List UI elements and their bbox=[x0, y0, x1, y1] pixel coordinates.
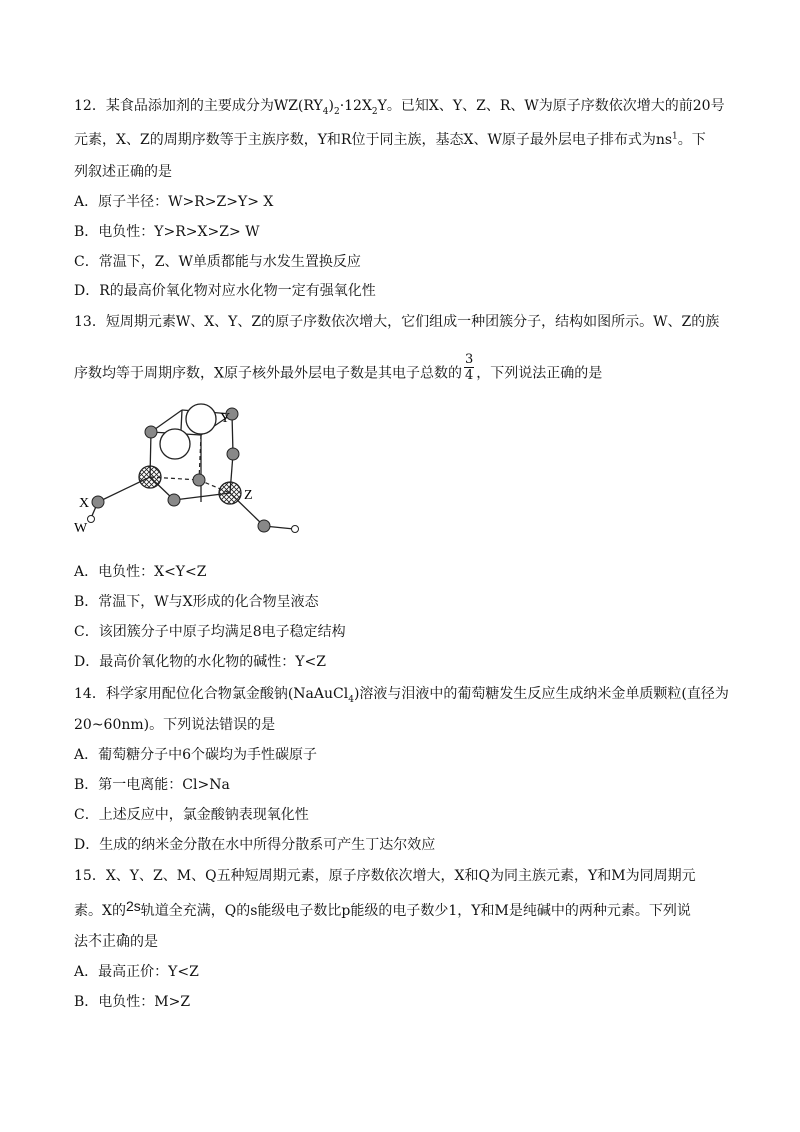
q12-line2 bbox=[74, 130, 706, 150]
y-atom bbox=[160, 429, 190, 459]
q13-option-a: A．电负性：X<Y<Z bbox=[74, 564, 207, 580]
q12-sup1: 1 bbox=[672, 131, 678, 142]
q15-orbital-2s: 2s bbox=[125, 898, 141, 914]
q12-option-b: B．电负性：Y>R>X>Z> W bbox=[74, 224, 260, 240]
q15-l3b: 的是 bbox=[130, 934, 158, 950]
q12-text-c: ·12X bbox=[339, 98, 372, 114]
q14-option-c: C．上述反应中，氯金酸钠表现氧化性 bbox=[74, 807, 309, 823]
label-x: X bbox=[79, 496, 90, 511]
x-atom bbox=[168, 494, 180, 506]
q13-line1: 13．短周期元素W、X、Y、Z的原子序数依次增大，它们组成一种团簇分子，结构如图所示。W、Z的族 bbox=[74, 314, 720, 330]
q14-line1 bbox=[74, 684, 729, 704]
q15-line2 bbox=[74, 900, 691, 921]
label-y: Y bbox=[220, 411, 231, 426]
emphasis-char-correct-1: 正 bbox=[102, 934, 116, 950]
q12-line1 bbox=[74, 96, 725, 116]
x-atom bbox=[145, 426, 157, 438]
w-atom bbox=[292, 526, 299, 533]
q12-sub2b: 2 bbox=[371, 106, 378, 117]
q12-line3: 列叙述正确的是 bbox=[74, 164, 172, 180]
q12-sub4: 4 bbox=[322, 106, 329, 117]
q12-text-a: 12．某食品添加剂的主要成分为WZ(RY bbox=[74, 98, 323, 114]
q12-option-c: C．常温下，Z、W单质都能与水发生置换反应 bbox=[74, 254, 361, 270]
label-z: Z bbox=[244, 488, 253, 503]
q12-sub2a: 2 bbox=[333, 106, 340, 117]
q12-l2b: 。下 bbox=[677, 132, 706, 148]
fraction-numerator: 3 bbox=[464, 352, 474, 367]
q14-l1a: 14．科学家用配位化合物氯金酸钠(NaAuCl bbox=[74, 686, 349, 702]
emphasis-char-not: 不 bbox=[88, 934, 102, 950]
q12-option-a: A．原子半径：W>R>Z>Y> X bbox=[74, 194, 274, 210]
q15-l2c: 轨道全充满，Q的s能级电子数比p能级的电子数少1，Y和M是纯碱中的两种元素。下列说 bbox=[140, 903, 691, 919]
q13-option-b: B．常温下，W与X形成的化合物呈液态 bbox=[74, 594, 319, 610]
y-atom bbox=[186, 404, 216, 434]
q12-text-b: ) bbox=[328, 98, 334, 114]
emphasis-char-correct-2: 确 bbox=[116, 934, 130, 950]
q15-line1: 15．X、Y、Z、M、Q五种短周期元素，原子序数依次增大，X和Q为同主族元素，Y和M为同周期元 bbox=[74, 868, 696, 884]
q15-line3 bbox=[74, 932, 158, 952]
q15-option-b: B．电负性：M>Z bbox=[74, 994, 191, 1010]
q14-l1b: )溶液与泪液中的葡萄糖发生反应生成纳米金单质颗粒(直径为 bbox=[353, 686, 729, 702]
w-atom bbox=[88, 516, 95, 523]
q14-option-b: B．第一电离能：Cl>Na bbox=[74, 777, 230, 793]
x-atom bbox=[193, 474, 205, 486]
q13-l2b: ，下列说法正确的是 bbox=[476, 365, 603, 382]
fraction-denominator: 4 bbox=[464, 368, 474, 383]
q13-option-d: D．最高价氧化物的水化物的碱性：Y<Z bbox=[74, 654, 326, 670]
q12-l2a: 元素，X、Z的周期序数等于主族序数，Y和R位于同主族，基态X、W原子最外层电子排布式为ns bbox=[74, 132, 673, 148]
q13-line2 bbox=[74, 352, 603, 389]
q14-line2: 20~60nm)。下列说法错误的是 bbox=[74, 717, 276, 733]
x-atom bbox=[258, 520, 270, 532]
q15-option-a: A．最高正价：Y<Z bbox=[74, 964, 199, 980]
z-atom bbox=[139, 466, 161, 488]
z-atom bbox=[219, 482, 241, 504]
q13-l2a: 序数均等于周期序数，X原子核外最外层电子数是其电子总数的 bbox=[74, 365, 462, 382]
q15-l2a: 素。X的 bbox=[74, 903, 126, 919]
q14-sub4: 4 bbox=[348, 694, 354, 705]
fraction-3-4 bbox=[464, 352, 474, 383]
x-atom bbox=[227, 448, 239, 460]
q12-option-d: D．R的最高价氧化物对应水化物一定有强氧化性 bbox=[74, 283, 376, 299]
q15-l3a: 法 bbox=[74, 934, 88, 950]
q14-option-d: D．生成的纳米金分散在水中所得分散系可产生丁达尔效应 bbox=[74, 837, 436, 853]
cluster-molecule-figure bbox=[74, 392, 314, 542]
q12-text-d: Y。已知X、Y、Z、R、W为原子序数依次增大的前20号 bbox=[377, 98, 725, 114]
x-atom bbox=[92, 496, 104, 508]
q14-option-a: A．葡萄糖分子中6个碳均为手性碳原子 bbox=[74, 747, 318, 763]
label-w: W bbox=[74, 521, 88, 536]
q13-option-c: C．该团簇分子中原子均满足8电子稳定结构 bbox=[74, 624, 346, 640]
